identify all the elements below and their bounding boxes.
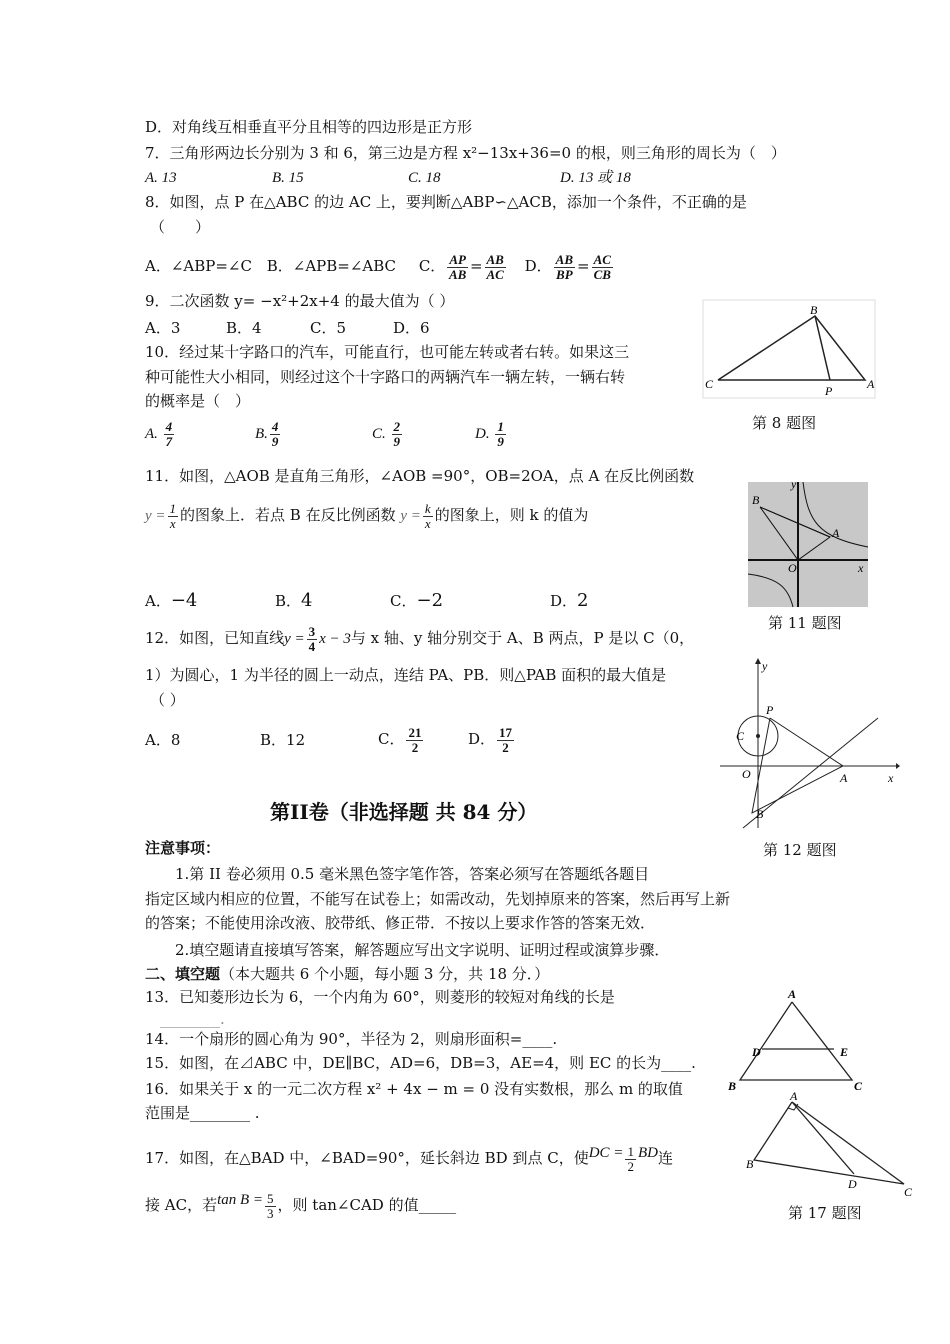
svg-text:A: A xyxy=(867,377,875,391)
svg-text:C: C xyxy=(904,1185,913,1198)
q10-option-d: D. $\frac{1}{9}$ xyxy=(475,419,504,450)
figure-12-caption: 第 12 题图 xyxy=(763,841,837,859)
svg-text:B: B xyxy=(756,807,764,821)
q12-option-b: B．12 xyxy=(260,731,306,749)
svg-text:x: x xyxy=(888,771,894,785)
svg-text:D: D xyxy=(848,1177,857,1191)
notice-2: 2.填空题请直接填写答案，解答题应写出文字说明、证明过程或演算步骤． xyxy=(175,941,670,959)
q12-text-1: 12．如图，已知直线y = $\frac{3}{4}$ x − 3与 x 轴、y 轴分别交于 A、B 两点，P 是以 C（0， xyxy=(145,623,695,654)
svg-text:y: y xyxy=(762,659,768,673)
q7-option-b: B. 15 xyxy=(272,170,304,186)
fraction: $\frac{1}{x}$ xyxy=(169,500,177,531)
svg-text:A: A xyxy=(840,771,848,785)
q10-text-2: 种可能性大小相同，则经过这个十字路口的两辆汽车一辆左转，一辆右转 xyxy=(145,368,626,386)
q15-text: 15．如图，在⊿ABC 中，DE∥BC，AD=6，DB=3，AE=4，则 EC 的长为____. xyxy=(145,1054,696,1072)
q9-text: 9．二次函数 y= −x²+2x+4 的最大值为（ ） xyxy=(145,292,455,310)
svg-text:P: P xyxy=(766,703,774,717)
svg-text:A: A xyxy=(790,1089,798,1103)
svg-text:D: D xyxy=(752,1045,761,1059)
figure-17-caption: 第 17 题图 xyxy=(788,1204,862,1222)
q17-text-1: 17．如图，在△BAD 中，∠BAD=90°，延长斜边 BD 到点 C，使DC = $\frac{1}{2}$ BD连 xyxy=(145,1143,673,1174)
q7-option-a: A. 13 xyxy=(145,170,177,186)
svg-text:C: C xyxy=(705,377,714,391)
fraction: $\frac{AP}{AB}$ xyxy=(448,251,467,282)
q12-paren: （ ） xyxy=(150,691,185,709)
fraction: $\frac{AB}{AC}$ xyxy=(486,251,504,282)
fraction: $\frac{4}{7}$ xyxy=(165,419,173,450)
section-title: 第II卷（非选择题 共 84 分） xyxy=(270,800,538,824)
q16-text-1: 16．如果关于 x 的一元二次方程 x² + 4x − m = 0 没有实数根，那么 m 的取值 xyxy=(145,1080,683,1098)
svg-text:E: E xyxy=(840,1045,849,1059)
q12-option-c: C． $\frac{21}{2}$ xyxy=(378,724,422,755)
fraction: $\frac{AC}{CB}$ xyxy=(593,251,611,282)
q14-text: 14．一个扇形的圆心角为 90°，半径为 2，则扇形面积=____. xyxy=(145,1030,558,1048)
q12-option-d: D． $\frac{17}{2}$ xyxy=(468,724,513,755)
fraction: $\frac{4}{9}$ xyxy=(271,419,279,450)
q17-text-2: 接 AC，若tan B = $\frac{5}{3}$ ，则 tan∠CAD 的值_____ xyxy=(145,1190,457,1221)
q10-text-3: 的概率是（ ） xyxy=(145,392,251,410)
q8-paren: （ ） xyxy=(150,218,211,236)
svg-text:B: B xyxy=(810,303,818,317)
svg-text:y: y xyxy=(791,482,797,491)
q8-option-d: D． xyxy=(524,257,552,275)
q11-option-b: B．4 xyxy=(275,590,313,611)
q9-option-b: B．4 xyxy=(226,319,262,337)
q9-option-d: D．6 xyxy=(393,319,430,337)
fraction: $\frac{1}{9}$ xyxy=(497,419,504,450)
notice-1-line-2: 指定区域内相应的位置，不能写在试卷上；如需改动，先划掉原来的答案，然后再写上新 xyxy=(145,890,731,908)
fraction: $\frac{2}{9}$ xyxy=(393,419,401,450)
svg-text:O: O xyxy=(742,767,751,781)
fraction: $\frac{3}{4}$ xyxy=(308,623,316,654)
svg-text:C: C xyxy=(854,1079,863,1093)
q10-option-a: A. $\frac{4}{7}$ xyxy=(145,419,173,450)
svg-text:O: O xyxy=(788,561,797,575)
fraction: $\frac{AB}{BP}$ xyxy=(555,251,574,282)
fill-section-heading: 二、填空题（本大题共 6 个小题，每小题 3 分，共 18 分．） xyxy=(145,965,550,983)
q9-option-a: A．3 xyxy=(145,319,181,337)
q8-text: 8．如图，点 P 在△ABC 的边 AC 上，要判断△ABP∽△ACB，添加一个条件，不正确的是 xyxy=(145,193,747,211)
svg-text:C: C xyxy=(736,729,745,743)
figure-17-triangle xyxy=(742,1088,918,1198)
svg-text:x: x xyxy=(858,561,864,575)
notice-1-line-3: 的答案；不能使用涂改液、胶带纸、修正带．不按以上要求作答的答案无效． xyxy=(145,914,656,932)
q8-options: A．∠ABP=∠C B．∠APB=∠ABC C． $\frac{AP}{AB}$ = $\frac{AB}{AC}$ D． $\frac{AB}{BP}$ = $\frac{AC}{CB}$ xyxy=(145,251,611,282)
q8-option-b: B．∠APB=∠ABC xyxy=(266,257,397,275)
figure-8-caption: 第 8 题图 xyxy=(752,414,817,432)
q12-option-a: A．8 xyxy=(145,731,181,749)
q11-option-c: C．−2 xyxy=(390,590,444,611)
q11-text-1: 11．如图，△AOB 是直角三角形，∠AOB =90°，OB=2OA，点 A 在反比例函数 xyxy=(145,467,695,485)
q8-option-a: A．∠ABP=∠C xyxy=(145,257,252,275)
q11-option-a: A．−4 xyxy=(145,590,198,611)
q6-option-d: D．对角线互相垂直平分且相等的四边形是正方形 xyxy=(145,118,473,136)
notice-1-line-1: 1.第 II 卷必须用 0.5 毫米黑色签字笔作答，答案必须写在答题纸各题目 xyxy=(175,865,650,883)
q11-text-2: y = $\frac{1}{x}$ 的图象上．若点 B 在反比例函数 y = $\frac{k}{x}$ 的图象上，则 k 的值为 xyxy=(145,500,589,531)
svg-text:B: B xyxy=(752,493,760,507)
figure-8-triangle xyxy=(700,298,878,402)
q7-text: 7．三角形两边长分别为 3 和 6，第三边是方程 x²−13x+36=0 的根，则三角形的周长为（ ） xyxy=(145,144,786,162)
figure-11-graph xyxy=(748,482,870,608)
q16-text-2: 范围是________ . xyxy=(145,1104,260,1122)
q12-text-2: 1）为圆心，1 为半径的圆上一动点，连结 PA、PB．则△PAB 面积的最大值是 xyxy=(145,666,667,684)
q10-text-1: 10．经过某十字路口的汽车，可能直行，也可能左转或者右转。如果这三 xyxy=(145,343,630,361)
svg-text:A: A xyxy=(832,526,840,540)
q10-option-b: B. $\frac{4}{9}$ xyxy=(255,419,279,450)
notice-heading: 注意事项： xyxy=(145,839,221,857)
q10-option-c: C. $\frac{2}{9}$ xyxy=(372,419,401,450)
q13-text: 13．已知菱形边长为 6，一个内角为 60°，则菱形的较短对角线的长是 xyxy=(145,988,615,1006)
q13-blank[interactable]: ________. xyxy=(160,1010,225,1028)
svg-text:A: A xyxy=(788,987,797,1001)
svg-text:P: P xyxy=(825,384,833,398)
figure-15-triangle xyxy=(722,986,868,1094)
q8-option-c: C． xyxy=(418,257,446,275)
q7-option-c: C. 18 xyxy=(408,170,441,186)
svg-text:B: B xyxy=(746,1157,754,1171)
figure-11-caption: 第 11 题图 xyxy=(768,614,842,632)
q7-option-d: D. 13 或 18 xyxy=(560,170,631,186)
q9-option-c: C．5 xyxy=(310,319,347,337)
q11-option-d: D．2 xyxy=(550,590,589,611)
figure-12-graph xyxy=(718,658,900,834)
fraction: $\frac{k}{x}$ xyxy=(424,500,431,531)
svg-text:B: B xyxy=(728,1079,737,1093)
